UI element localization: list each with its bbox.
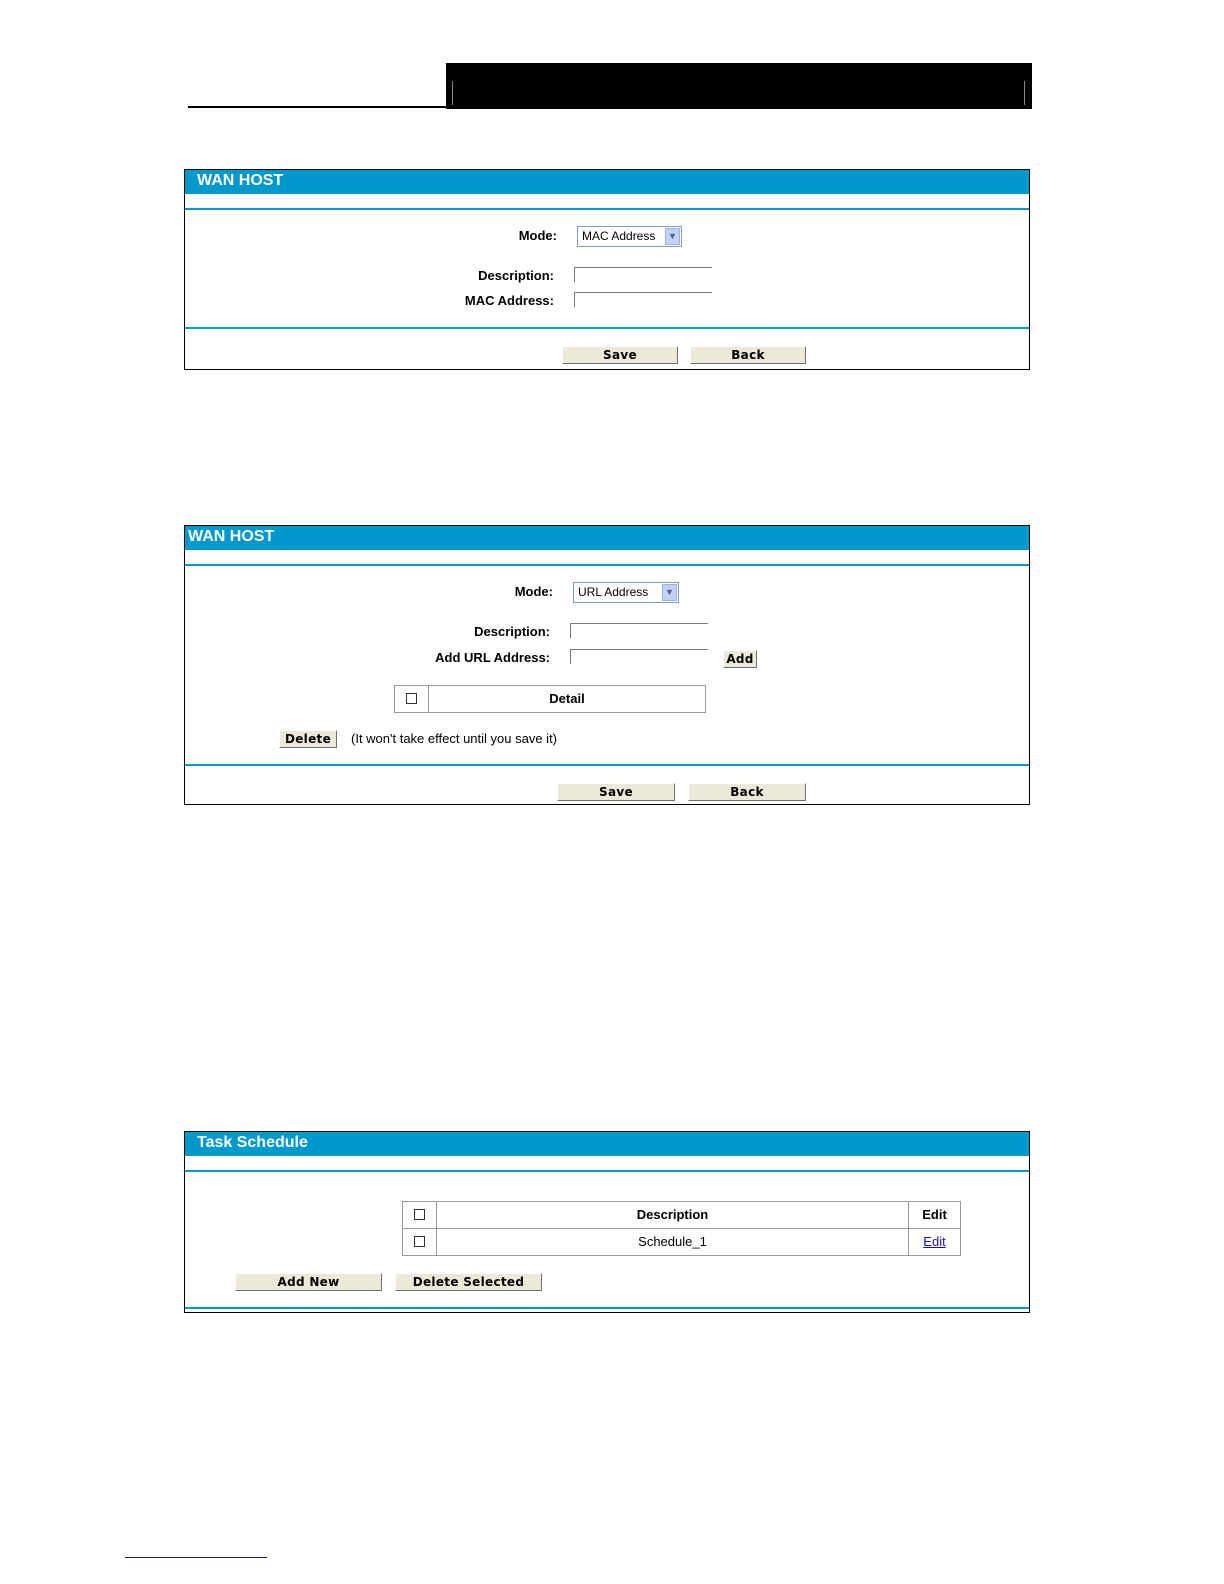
- mode-select-value: MAC Address: [582, 229, 656, 243]
- back-button[interactable]: Back: [688, 783, 806, 801]
- add-new-button[interactable]: Add New: [235, 1273, 382, 1291]
- divider: [185, 208, 1029, 210]
- divider: [185, 1307, 1029, 1309]
- divider: [185, 327, 1029, 329]
- chevron-down-icon: ▼: [665, 228, 680, 245]
- schedule-table: [402, 1201, 961, 1256]
- add-url-label: Add URL Address:: [435, 650, 550, 665]
- description-label: Description:: [474, 624, 550, 639]
- edit-link[interactable]: Edit: [923, 1234, 946, 1249]
- row-checkbox[interactable]: [414, 1236, 425, 1247]
- divider: [185, 1170, 1029, 1172]
- save-button[interactable]: Save: [562, 346, 678, 364]
- mac-address-label: MAC Address:: [464, 293, 554, 308]
- panel-bottom-border: [184, 1312, 1030, 1313]
- back-button[interactable]: Back: [690, 346, 806, 364]
- divider: [185, 564, 1029, 566]
- mac-address-input[interactable]: [574, 292, 712, 307]
- save-button[interactable]: Save: [557, 783, 675, 801]
- mode-select[interactable]: [573, 582, 679, 603]
- mode-select-value: URL Address: [578, 585, 649, 599]
- description-input[interactable]: [570, 623, 708, 638]
- description-input[interactable]: [574, 267, 712, 282]
- delete-note: (It won't take effect until you save it): [351, 731, 558, 746]
- delete-button[interactable]: Delete: [279, 730, 337, 748]
- divider: [185, 764, 1029, 766]
- add-url-button[interactable]: Add: [723, 650, 757, 668]
- header-bar: [446, 63, 1032, 109]
- description-label: Description:: [478, 268, 554, 283]
- wan-host-url-panel: [184, 525, 1030, 805]
- edit-column-header: Edit: [922, 1207, 947, 1222]
- header-rule: [188, 106, 448, 108]
- mode-label: Mode:: [518, 228, 557, 243]
- footer-link-underline: [125, 1557, 267, 1558]
- panel-title: WAN HOST: [185, 526, 1029, 550]
- mode-label: Mode:: [514, 584, 553, 599]
- header-tick: [452, 81, 453, 105]
- detail-column-header: Detail: [549, 691, 585, 706]
- row-separator: [403, 1228, 960, 1229]
- description-column-header: Description: [636, 1207, 709, 1222]
- chevron-down-icon: ▼: [662, 584, 677, 601]
- detail-table: [394, 685, 706, 713]
- select-all-checkbox[interactable]: [414, 1209, 425, 1220]
- header-tick: [1024, 81, 1025, 105]
- task-schedule-panel: [184, 1131, 1030, 1313]
- mode-select[interactable]: [577, 226, 682, 247]
- select-all-checkbox[interactable]: [406, 693, 417, 704]
- panel-title: Task Schedule: [185, 1132, 1029, 1156]
- row-description: Schedule_1: [638, 1234, 707, 1249]
- url-address-input[interactable]: [570, 649, 708, 664]
- panel-title: WAN HOST: [185, 170, 1029, 194]
- delete-selected-button[interactable]: Delete Selected: [395, 1273, 542, 1291]
- wan-host-mac-panel: [184, 169, 1030, 370]
